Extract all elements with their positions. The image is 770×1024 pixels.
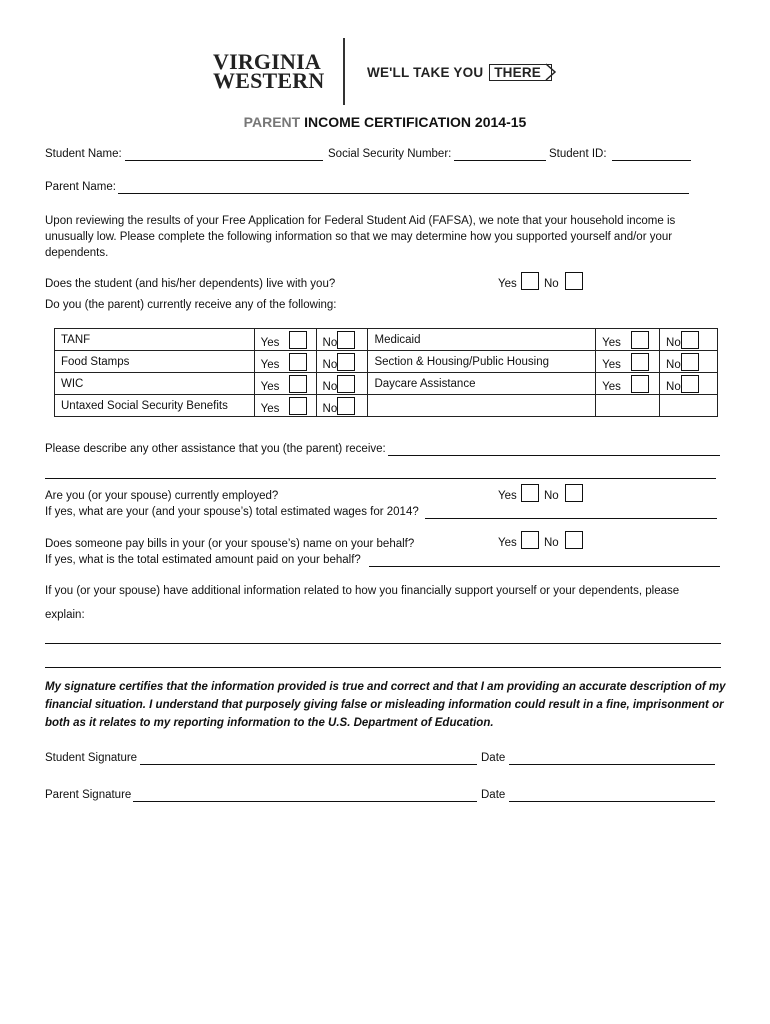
- student-id-field[interactable]: [612, 160, 691, 161]
- tanf-no-checkbox[interactable]: [337, 331, 355, 349]
- parent-signature-label: Parent Signature: [45, 789, 132, 801]
- no-label: No: [666, 358, 681, 371]
- student-signature-field[interactable]: [140, 764, 477, 765]
- q-wages: If yes, what are your (and your spouse’s) total estimated wages for 2014?: [45, 506, 419, 518]
- page-title: [0, 114, 770, 130]
- bills-yes-checkbox[interactable]: [521, 531, 539, 549]
- no-label: No: [322, 402, 338, 415]
- assist-item: Untaxed Social Security Benefits: [55, 395, 255, 417]
- yes-label: Yes: [260, 358, 280, 371]
- assist-item: [368, 395, 596, 417]
- logo-line-1: VIRGINIA: [213, 49, 321, 74]
- student-signature-label: Student Signature: [45, 752, 138, 764]
- housing-no-checkbox[interactable]: [681, 353, 699, 371]
- housing-yes-checkbox[interactable]: [631, 353, 649, 371]
- assist-item: Daycare Assistance: [368, 373, 596, 395]
- tagline-box: [489, 64, 552, 81]
- student-date-field[interactable]: [509, 764, 715, 765]
- no-label: No: [322, 358, 338, 371]
- q-additional: If you (or your spouse) have additional information related to how you financially support yourself or your dependents, please: [45, 585, 680, 597]
- q-live-with: Does the student (and his/her dependents) live with you?: [45, 278, 336, 290]
- employed-yes-checkbox[interactable]: [521, 484, 539, 502]
- yes-label: Yes: [498, 537, 517, 549]
- parent-name-field[interactable]: [118, 193, 689, 194]
- ss-benefits-no-checkbox[interactable]: [337, 397, 355, 415]
- assist-item: TANF: [55, 329, 255, 351]
- wic-yes-checkbox[interactable]: [289, 375, 307, 393]
- table-row: [55, 329, 718, 351]
- no-label: No: [322, 336, 338, 349]
- employed-no-checkbox[interactable]: [565, 484, 583, 502]
- no-label: No: [543, 537, 559, 549]
- daycare-yes-checkbox[interactable]: [631, 375, 649, 393]
- yes-label: Yes: [602, 358, 621, 371]
- assist-item: Food Stamps: [55, 351, 255, 373]
- bills-no-checkbox[interactable]: [565, 531, 583, 549]
- q-bills-amount: If yes, what is the total estimated amount paid on your behalf?: [45, 554, 361, 566]
- q-employed: Are you (or your spouse) currently employed?: [45, 490, 279, 502]
- additional-field-1[interactable]: [45, 643, 721, 644]
- tagline-arrow-icon: [545, 63, 557, 83]
- assist-item: Medicaid: [368, 329, 596, 351]
- q-other-assistance: Please describe any other assistance that you (the parent) receive:: [45, 443, 386, 455]
- yes-label: Yes: [498, 278, 517, 290]
- ssn-label: Social Security Number:: [328, 148, 452, 160]
- q-receive: Do you (the parent) currently receive any of the following:: [45, 299, 337, 311]
- table-row: [55, 395, 718, 417]
- yes-label: Yes: [260, 336, 280, 349]
- yes-label: Yes: [260, 402, 280, 415]
- parent-name-label: Parent Name:: [45, 181, 116, 193]
- live-with-yes-checkbox[interactable]: [521, 272, 539, 290]
- live-with-options: [498, 272, 583, 290]
- certification-statement: My signature certifies that the information provided is true and correct and that I am providing an accurate description of my financial situation. I understand that purposely giving false or misleading information could result in a fine, imprisonment or both as it relates to my reporting information to the U.S. Department of Education.: [45, 681, 726, 729]
- no-label: No: [666, 380, 681, 393]
- logo-divider: [343, 38, 345, 105]
- live-with-no-checkbox[interactable]: [565, 272, 583, 290]
- no-label: No: [543, 278, 559, 290]
- other-assistance-field[interactable]: [388, 455, 720, 456]
- no-label: No: [543, 490, 559, 502]
- parent-date-field[interactable]: [509, 801, 715, 802]
- tanf-yes-checkbox[interactable]: [289, 331, 307, 349]
- no-label: No: [666, 336, 681, 349]
- food-stamps-yes-checkbox[interactable]: [289, 353, 307, 371]
- assistance-table: [54, 328, 718, 417]
- student-name-field[interactable]: [125, 160, 323, 161]
- tagline: [367, 64, 552, 81]
- title-rest: INCOME CERTIFICATION 2014-15: [300, 114, 527, 130]
- student-id-label: Student ID:: [549, 148, 607, 160]
- medicaid-no-checkbox[interactable]: [681, 331, 699, 349]
- student-name-label: Student Name:: [45, 148, 122, 160]
- bills-options: [498, 531, 583, 549]
- no-label: No: [322, 380, 338, 393]
- title-parent: PARENT: [243, 114, 301, 130]
- intro-paragraph: Upon reviewing the results of your Free Application for Federal Student Aid (FAFSA), we note that your household income is unusually low. Please complete the following information so that we may determine how you supported yourself and/or your dependents.: [45, 215, 676, 259]
- table-row: [55, 373, 718, 395]
- daycare-no-checkbox[interactable]: [681, 375, 699, 393]
- bills-amount-field[interactable]: [369, 566, 720, 567]
- other-assistance-field-2[interactable]: [45, 478, 716, 479]
- parent-date-label: Date: [481, 789, 506, 801]
- yes-label: Yes: [602, 380, 621, 393]
- tagline-text: WE'LL TAKE YOU: [367, 65, 484, 80]
- tagline-box-text: THERE: [494, 65, 541, 80]
- assist-item: WIC: [55, 373, 255, 395]
- table-row: [55, 351, 718, 373]
- wic-no-checkbox[interactable]: [337, 375, 355, 393]
- virginia-western-logo: [213, 49, 325, 93]
- student-date-label: Date: [481, 752, 506, 764]
- yes-label: Yes: [498, 490, 517, 502]
- assist-item: Section & Housing/Public Housing: [368, 351, 596, 373]
- ss-benefits-yes-checkbox[interactable]: [289, 397, 307, 415]
- food-stamps-no-checkbox[interactable]: [337, 353, 355, 371]
- q-additional-explain: explain:: [45, 609, 85, 621]
- yes-label: Yes: [260, 380, 280, 393]
- parent-signature-field[interactable]: [133, 801, 477, 802]
- employed-options: [498, 484, 583, 502]
- yes-label: Yes: [602, 336, 621, 349]
- ssn-field[interactable]: [454, 160, 546, 161]
- wages-field[interactable]: [425, 518, 717, 519]
- medicaid-yes-checkbox[interactable]: [631, 331, 649, 349]
- logo-line-2: WESTERN: [213, 68, 325, 93]
- q-bills: Does someone pay bills in your (or your spouse’s) name on your behalf?: [45, 538, 415, 550]
- additional-field-2[interactable]: [45, 667, 721, 668]
